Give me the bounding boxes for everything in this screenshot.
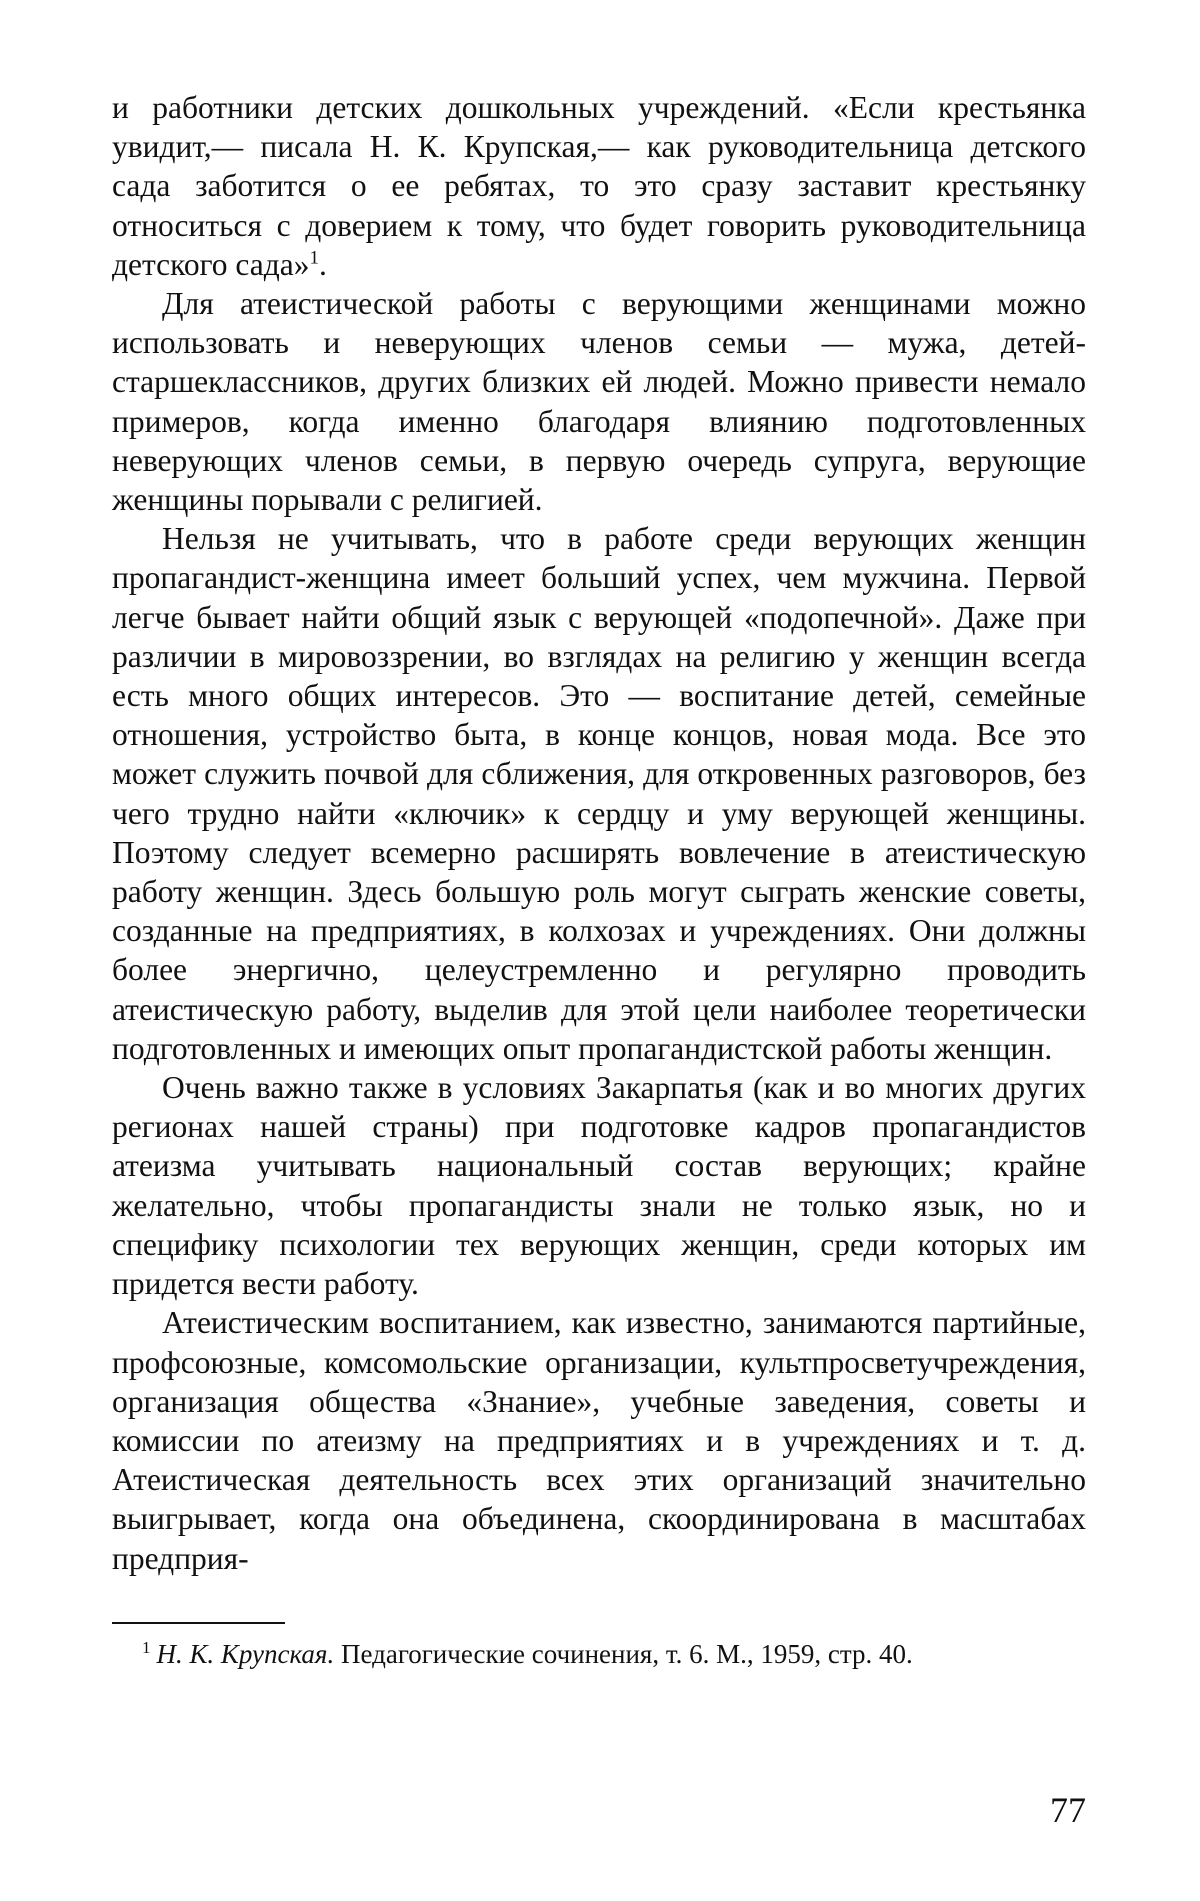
footnote-author: Н. К. Крупская. bbox=[156, 1639, 335, 1669]
footnote-divider bbox=[112, 1622, 285, 1624]
main-text bbox=[112, 88, 1086, 1578]
paragraph-2: Для атеистической работы с верующими женщинами можно использовать и неверующих членов семьи — мужа, детей-старшеклассников, других близких ей людей. Можно привести немало примеров, когда именно благодаря влиянию подготовленных неверующих членов семьи, в первую очередь супруга, верующие женщины порывали с религией. bbox=[112, 286, 1086, 518]
paragraph-3: Нельзя не учитывать, что в работе среди верующих женщин пропагандист-женщина имеет больший успех, чем мужчина. Первой легче бывает найти общий язык с верующей «подопечной». Даже при различии в мировоззрении, во взглядах на религию у женщин всегда есть много общих интересов. Это — воспитание детей, семейные отношения, устройство быта, в конце концов, новая мода. Все это может служить почвой для сближения, для откровенных разговоров, без чего трудно найти «ключик» к сердцу и уму верующей женщины. Поэтому следует всемерно расширять вовлечение в атеистическую работу женщин. Здесь большую роль могут сыграть женские советы, созданные на предприятиях, в колхозах и учреждениях. Они должны более энергично, целеустремленно и регулярно проводить атеистическую работу, выделив для этой цели наиболее теоретически подготовленных и имеющих опыт пропагандистской работы женщин. bbox=[112, 521, 1086, 1066]
footnote-reference: 1 bbox=[309, 247, 319, 269]
paragraph-1-tail: . bbox=[318, 246, 327, 282]
footnote bbox=[112, 1637, 1086, 1672]
paragraph-1-text: и работники детских дошкольных учреждений. «Если крестьянка увидит,— писала Н. К. Крупская,— как руководительница детского сада заботится о ее ребятах, то это сразу заставит крестьянку относиться с доверием к тому, что будет говорить руководительница детского сада» bbox=[112, 90, 1086, 282]
footnote-mark: 1 bbox=[142, 1638, 151, 1657]
paragraph-4: Очень важно также в условиях Закарпатья (как и во многих других регионах нашей страны) при подготовке кадров пропагандистов атеизма учитывать национальный состав верующих; крайне желательно, чтобы пропагандисты знали не только язык, но и специфику психологии тех верующих женщин, среди которых им придется вести работу. bbox=[112, 1070, 1086, 1302]
paragraph-1 bbox=[112, 88, 1086, 284]
page-number: 77 bbox=[1050, 1790, 1086, 1830]
footnote-text: Педагогические сочинения, т. 6. М., 1959, стр. 40. bbox=[340, 1639, 913, 1669]
paragraph-5: Атеистическим воспитанием, как известно, занимаются партийные, профсоюзные, комсомольские организации, культпросветучреждения, организация общества «Знание», учебные заведения, советы и комиссии по атеизму на предприятиях и в учреждениях и т. д. Атеистическая деятельность всех этих организаций значительно выигрывает, когда она объединена, скоординирована в масштабах предприя- bbox=[112, 1305, 1086, 1576]
